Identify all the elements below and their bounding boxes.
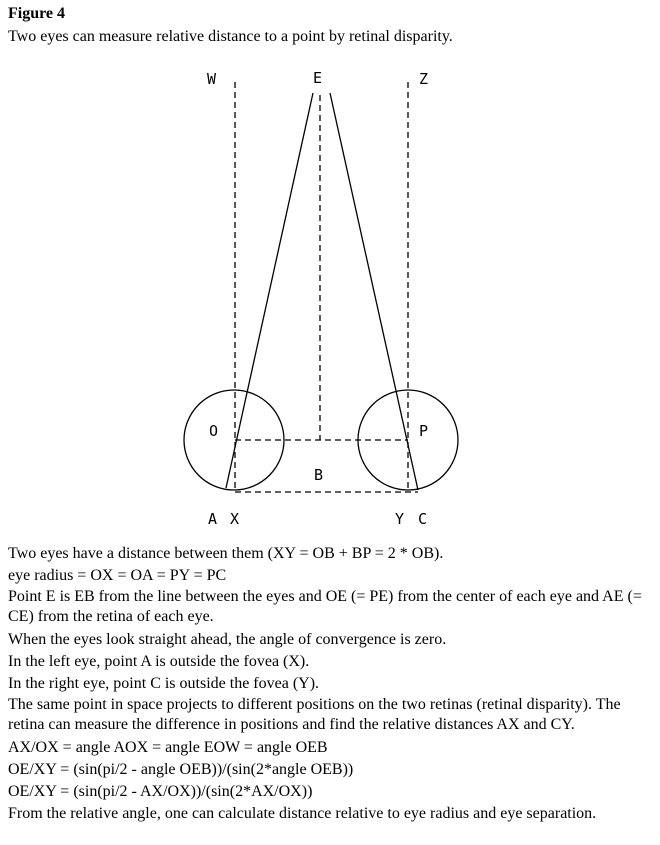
label-P: P	[419, 422, 429, 440]
text-line: OE/XY = (sin(pi/2 - AX/OX))/(sin(2*AX/OX))	[8, 783, 313, 800]
label-X: X	[230, 510, 240, 528]
text-line: When the eyes look straight ahead, the angle of convergence is zero.	[8, 631, 447, 648]
text-line: Two eyes have a distance between them (XY = OB + BP = 2 * OB).	[8, 545, 444, 562]
figure-title: Figure 4	[8, 5, 66, 22]
label-W: W	[207, 70, 217, 88]
label-Y: Y	[395, 510, 405, 528]
label-O: O	[209, 422, 219, 440]
label-E: E	[313, 69, 323, 87]
label-Z: Z	[419, 70, 429, 88]
text-line: eye radius = OX = OA = PY = PC	[8, 567, 227, 584]
label-A: A	[208, 510, 218, 528]
left-sight-line	[226, 93, 313, 488]
text-line: AX/OX = angle AOX = angle EOW = angle OEB	[8, 739, 328, 756]
label-B: B	[314, 466, 324, 484]
text-line: From the relative angle, one can calculate distance relative to eye radius and eye separation.	[8, 805, 597, 822]
text-line: OE/XY = (sin(pi/2 - angle OEB))/(sin(2*angle OEB))	[8, 761, 354, 778]
right-sight-line	[330, 93, 418, 490]
text-line: Point E is EB from the line between the eyes and OE (= PE) from the center of each eye and AE (= CE) from the retina of each eye.	[8, 588, 642, 625]
figure-caption: Two eyes can measure relative distance to a point by retinal disparity.	[8, 28, 453, 45]
explanation-text	[8, 543, 648, 825]
text-line: The same point in space projects to different positions on the two retinas (retinal disparity). The retina can measure the difference in positions and find the relative distances AX and CY.	[8, 696, 621, 733]
label-C: C	[418, 510, 428, 528]
text-line: In the left eye, point A is outside the fovea (X).	[8, 653, 310, 670]
text-line: In the right eye, point C is outside the fovea (Y).	[8, 675, 320, 692]
